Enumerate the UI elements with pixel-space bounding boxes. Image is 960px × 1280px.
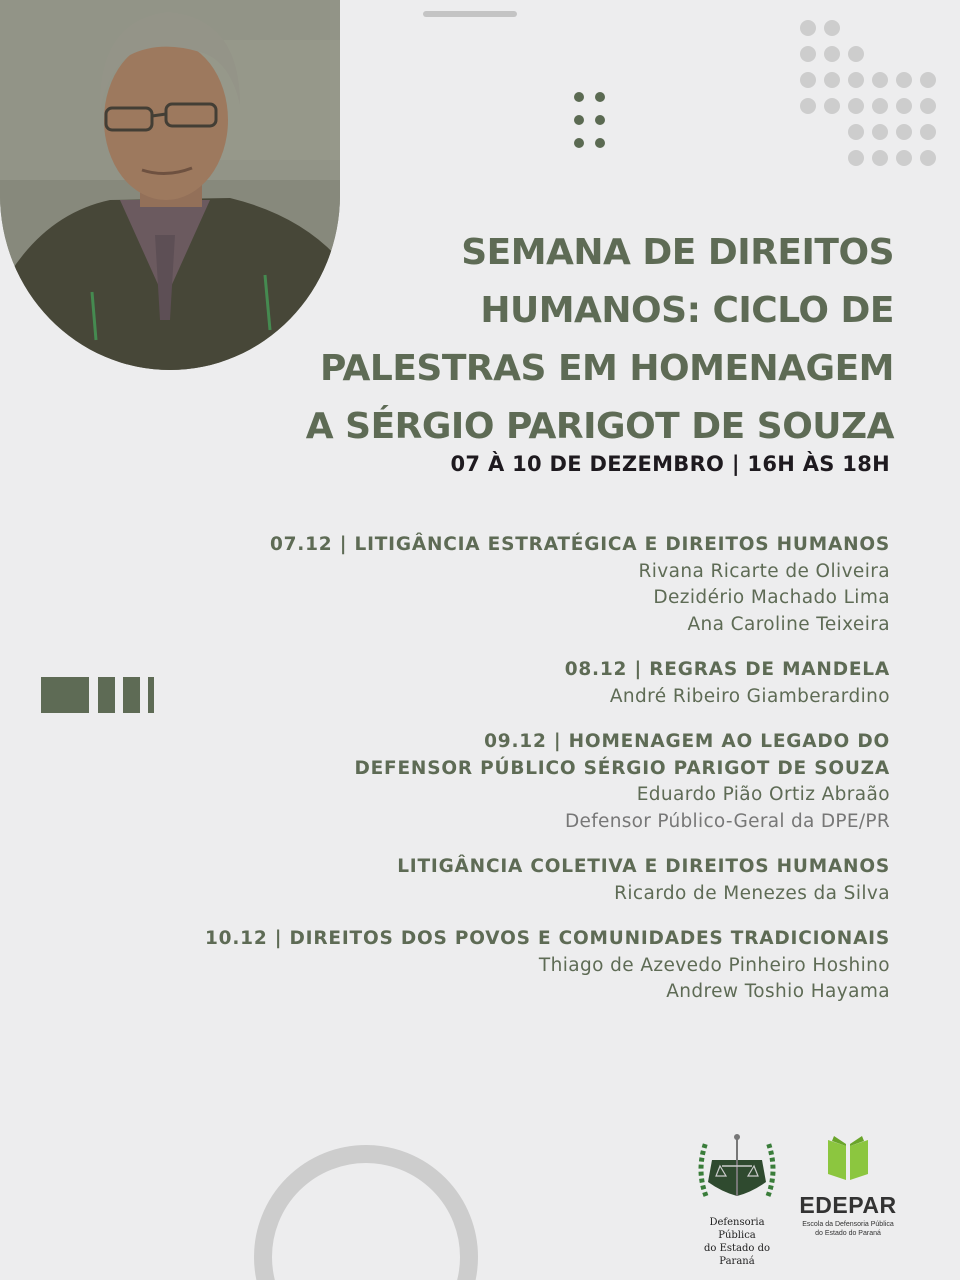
book-icon (826, 1136, 870, 1182)
edepar-subtitle (796, 1220, 900, 1238)
event-title (306, 224, 894, 456)
top-decorative-bar (423, 11, 517, 17)
edepar-subtitle-line: do Estado do Paraná (815, 1230, 881, 1237)
event-dates: 07 À 10 DE DEZEMBRO | 16H ÀS 18H (450, 452, 890, 476)
gray-dot (896, 124, 912, 140)
title-line: HUMANOS: CICLO DE (480, 290, 894, 331)
program-item (130, 657, 890, 710)
dpe-logo-line: Defensoria Pública (709, 1217, 765, 1241)
gray-dot (800, 98, 816, 114)
edepar-name: EDEPAR (799, 1192, 897, 1218)
bar-wide (41, 677, 89, 713)
speaker-photo (0, 0, 340, 370)
dpe-logo-line: do Estado do Paraná (703, 1243, 771, 1267)
decorative-ring (254, 1145, 478, 1280)
green-dot (595, 92, 605, 102)
gray-dot (824, 46, 840, 62)
speaker-name: Ricardo de Menezes da Silva (614, 882, 890, 904)
gray-dot (920, 72, 936, 88)
gray-dot (872, 124, 888, 140)
dpe-logo (690, 1130, 784, 1268)
gray-dot (896, 72, 912, 88)
green-dot (595, 138, 605, 148)
program-item (130, 729, 890, 835)
program-item-title: DEFENSOR PÚBLICO SÉRGIO PARIGOT DE SOUZA (354, 757, 890, 779)
speaker-role: Defensor Público-Geral da DPE/PR (564, 810, 890, 832)
gray-dot (824, 20, 840, 36)
gray-dot (872, 72, 888, 88)
speaker-name: Dezidério Machado Lima (653, 587, 890, 608)
program-item-title: LITIGÂNCIA COLETIVA E DIREITOS HUMANOS (397, 856, 890, 877)
gray-dot (800, 20, 816, 36)
dpe-logo-text (690, 1216, 784, 1268)
gray-dot (848, 98, 864, 114)
gray-dot (920, 150, 936, 166)
speaker-name: Eduardo Pião Ortiz Abraão (636, 784, 890, 805)
bar (98, 677, 115, 713)
gray-dot (848, 46, 864, 62)
gray-dot (824, 72, 840, 88)
green-dot (574, 115, 584, 125)
title-line: A SÉRGIO PARIGOT DE SOUZA (305, 406, 894, 447)
gray-dot (824, 98, 840, 114)
gray-dot (800, 72, 816, 88)
edepar-subtitle-line: Escola da Defensoria Pública (802, 1221, 894, 1228)
program-item-title: 07.12 | LITIGÂNCIA ESTRATÉGICA E DIREITOS HUMANOS (269, 534, 890, 555)
gray-dot (848, 124, 864, 140)
bar (123, 677, 140, 713)
speaker-name: Andrew Toshio Hayama (666, 981, 890, 1002)
gray-dot (920, 98, 936, 114)
bar (148, 677, 154, 713)
gray-dot (896, 150, 912, 166)
gray-dot (920, 124, 936, 140)
gray-dot (872, 98, 888, 114)
gray-dot (896, 98, 912, 114)
title-line: SEMANA DE DIREITOS (461, 232, 894, 273)
speaker-name: Ana Caroline Teixeira (687, 613, 890, 635)
program-item (130, 532, 890, 638)
speaker-name: Thiago de Azevedo Pinheiro Hoshino (538, 954, 890, 976)
program-item-title: 08.12 | REGRAS DE MANDELA (564, 659, 890, 680)
dpe-emblem-icon (692, 1130, 782, 1210)
speaker-name: André Ribeiro Giamberardino (609, 685, 890, 707)
green-dot (574, 138, 584, 148)
gray-dot (848, 72, 864, 88)
speaker-name: Rivana Ricarte de Oliveira (638, 560, 890, 582)
gray-dot (800, 46, 816, 62)
program-item (130, 854, 890, 907)
green-dot (574, 92, 584, 102)
program-item (130, 926, 890, 1006)
edepar-logo (796, 1136, 900, 1238)
gray-dot (848, 150, 864, 166)
green-dot (595, 115, 605, 125)
program-item-title: 10.12 | DIREITOS DOS POVOS E COMUNIDADES TRADICIONAIS (204, 928, 890, 949)
title-line: PALESTRAS EM HOMENAGEM (319, 348, 894, 389)
program-item-title: 09.12 | HOMENAGEM AO LEGADO DO (484, 731, 890, 752)
gray-dot (872, 150, 888, 166)
program-list (130, 532, 890, 1025)
